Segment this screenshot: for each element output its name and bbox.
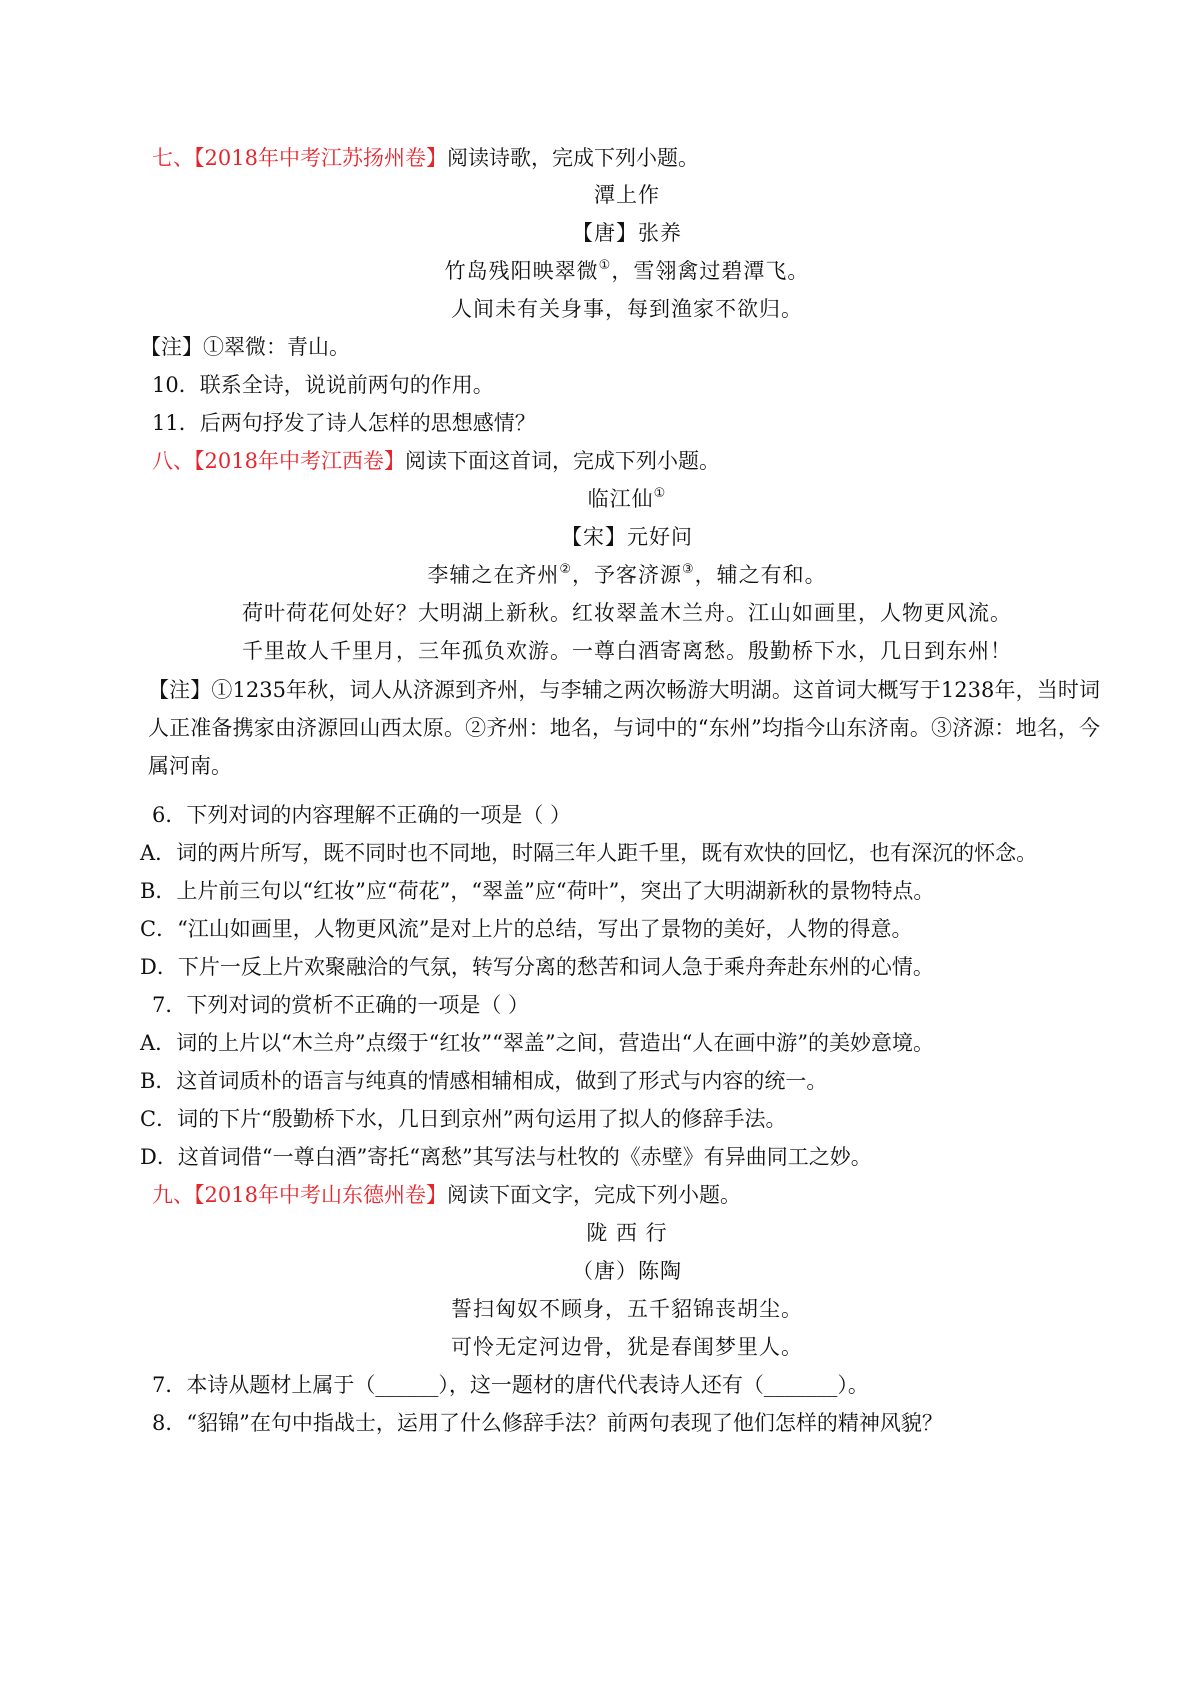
- section-8-source: 【2018年中考江西卷】: [194, 449, 405, 473]
- poem-7-line-1-a: 竹岛残阳映翠微: [444, 259, 599, 283]
- poem-9-line-2: 可怜无定河边骨，犹是春闺梦里人。: [451, 1335, 803, 1359]
- poem-8-title-text: 临江仙: [587, 487, 654, 511]
- question-7-poem: 7．本诗从题材上属于（______），这一题材的唐代代表诗人还有（_______）。: [152, 1373, 869, 1397]
- section-8-prefix: 八、: [152, 449, 194, 473]
- poem-9-line-1: 誓扫匈奴不顾身，五千貂锦丧胡尘。: [451, 1297, 803, 1321]
- poem-8-preface-a: 李辅之在齐州: [427, 563, 560, 587]
- section-7-instruction: 阅读诗歌，完成下列小题。: [446, 146, 699, 170]
- section-9-heading: [152, 1180, 1102, 1210]
- poem-7-line-1-b: ，雪翎禽过碧潭飞。: [611, 259, 810, 283]
- poem-9-author: （唐）陈陶: [572, 1259, 682, 1283]
- question-8: 8．“貂锦”在句中指战士，运用了什么修辞手法？前两句表现了他们怎样的精神风貌？: [152, 1411, 943, 1435]
- question-6-option-a: A．词的两片所写，既不同时也不同地，时隔三年人距千里，既有欢快的回忆，也有深沉的怀念。: [140, 841, 1038, 865]
- poem-7-line-1: [152, 256, 1102, 286]
- poem-8-preface-b: ，予客济源: [572, 563, 682, 587]
- poem-7-author: 【唐】张养: [572, 221, 682, 245]
- question-6: 6．下列对词的内容理解不正确的一项是（ ）: [152, 803, 572, 827]
- section-9-source: 【2018年中考山东德州卷】: [194, 1183, 447, 1207]
- question-7-option-c: C．词的下片“殷勤桥下水，几日到京州”两句运用了拟人的修辞手法。: [140, 1107, 787, 1131]
- question-7-option-a: A．词的上片以“木兰舟”点缀于“红妆”“翠盖”之间，营造出“人在画中游”的美妙意境。: [140, 1031, 935, 1055]
- poem-8-preface-mark-2: ②: [559, 562, 572, 577]
- section-9-instruction: 阅读下面文字，完成下列小题。: [446, 1183, 741, 1207]
- question-6-option-c: C．“江山如画里，人物更风流”是对上片的总结，写出了景物的美好，人物的得意。: [140, 917, 913, 941]
- poem-8-title-footnote-mark: ①: [653, 486, 667, 501]
- poem-8-line-2: 千里故人千里月，三年孤负欢游。一尊白酒寄离愁。殷勤桥下水，几日到东州！: [242, 639, 1012, 663]
- poem-8-title: [152, 484, 1102, 514]
- poem-8-line-1: 荷叶荷花何处好？大明湖上新秋。红妆翠盖木兰舟。江山如画里，人物更风流。: [242, 601, 1012, 625]
- question-6-option-d: D．下片一反上片欢聚融洽的气氛，转写分离的愁苦和词人急于乘舟奔赴东州的心情。: [140, 955, 934, 979]
- poem-9-title: 陇 西 行: [586, 1221, 668, 1245]
- question-7-option-b: B．这首词质朴的语言与纯真的情感相辅相成，做到了形式与内容的统一。: [140, 1069, 828, 1093]
- section-8-note: 【注】①1235年秋，词人从济源到齐州，与李辅之两次畅游大明湖。这首词大概写于1238年，当时词人正准备携家由济源回山西太原。②齐州：地名，与词中的“东州”均指今山东济南。③济源：地名，今属河南。: [148, 678, 1100, 778]
- section-9-prefix: 九、: [152, 1183, 194, 1207]
- question-7-ci: 7．下列对词的赏析不正确的一项是（ ）: [152, 993, 530, 1017]
- section-7-note: 【注】①翠微：青山。: [140, 335, 350, 359]
- poem-8-preface-mark-3: ③: [682, 562, 695, 577]
- question-11: 11．后两句抒发了诗人怎样的思想感情？: [152, 411, 536, 435]
- poem-7-line-2: 人间未有关身事，每到渔家不欲归。: [451, 297, 803, 321]
- question-10: 10．联系全诗，说说前两句的作用。: [152, 373, 494, 397]
- section-8-instruction: 阅读下面这首词，完成下列小题。: [404, 449, 720, 473]
- section-7-heading: [152, 143, 1102, 173]
- section-8-heading: [152, 446, 1102, 476]
- section-7-prefix: 七、: [152, 146, 194, 170]
- question-7-option-d: D．这首词借“一尊白酒”寄托“离愁”其写法与杜牧的《赤壁》有异曲同工之妙。: [140, 1145, 872, 1169]
- question-6-option-b: B．上片前三句以“红妆”应“荷花”，“翠盖”应“荷叶”，突出了大明湖新秋的景物特点。: [140, 879, 935, 903]
- poem-7-title: 潭上作: [594, 183, 660, 207]
- poem-8-preface: [152, 560, 1102, 590]
- poem-8-preface-c: ，辅之有和。: [694, 563, 827, 587]
- poem-7-footnote-mark: ①: [598, 258, 612, 273]
- poem-8-author: 【宋】元好问: [561, 525, 693, 549]
- section-7-source: 【2018年中考江苏扬州卷】: [194, 146, 447, 170]
